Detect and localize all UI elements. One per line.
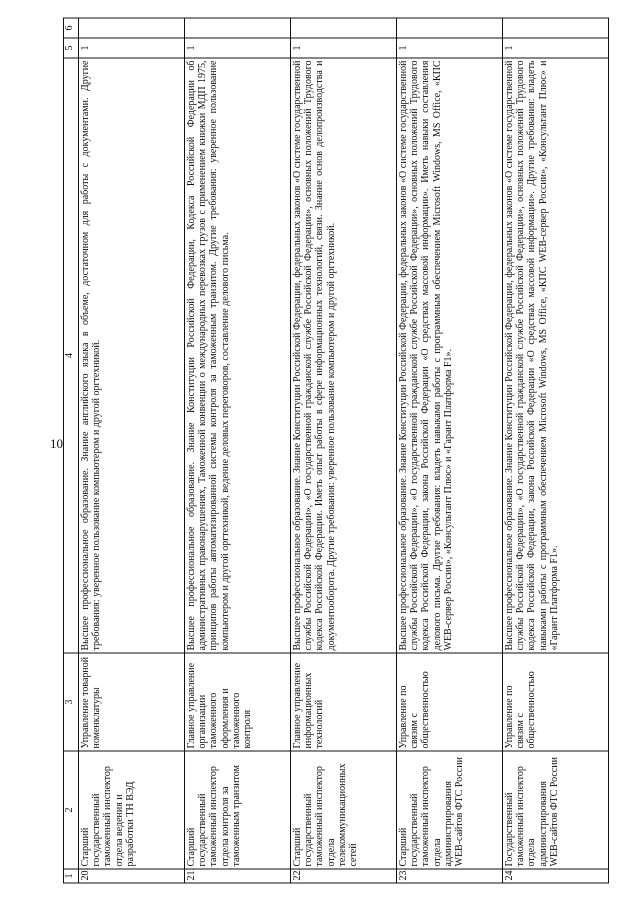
table-row (397, 18, 503, 883)
count-cell: 1 (79, 38, 185, 58)
requirements-cell: Высшее профессиональное образование. Знание Конституции Российской Федерации, Кодекса Российской Федерации об административных правонарушениях, Таможенной конвенции о международных перевозках грузов с применением книжки МДП 1975, принципов работы автоматизированной системы контроля за таможенным транзитом. Другие требования: уверенное пользование компьютером и другой оргтехникой, ведение деловых переговоров, составление делового письма. (185, 58, 291, 653)
header-col-5: 5 (64, 38, 79, 58)
col6-cell (291, 18, 397, 38)
page-number: 10 (50, 436, 63, 451)
col6-cell (503, 18, 609, 38)
requirements-cell: Высшее профессиональное образование. Знание английского языка в объеме, достаточном для работы с документами. Другие требования: уверенное пользование компьютером и другой оргтехникой. (79, 58, 185, 653)
vacancy-table (63, 18, 609, 884)
position-cell: Старший государственный таможенный инспектор отдела контроля за таможенным транзитом (185, 751, 291, 869)
table-row (291, 18, 397, 883)
department-cell: Управление товарной номенклатуры (79, 653, 185, 751)
row-number: 23. (397, 869, 503, 883)
col6-cell (397, 18, 503, 38)
header-col-3: 3 (64, 653, 79, 751)
count-cell: 1 (397, 38, 503, 58)
department-cell: Главное управление информационных технологий (291, 653, 397, 751)
position-cell: Старший государственный таможенный инспектор отдела телекоммуникационных сетей (291, 751, 397, 869)
row-number: 20. (79, 869, 185, 883)
table-row (79, 18, 185, 883)
requirements-cell: Высшее профессиональное образование. Знание Конституции Российской Федерации, федеральных законов «О системе государственной службы Российской Федерации», «О государственной гражданской службе Российской Федерации», основных положений Трудового кодекса Российской Федерации, закона Российской Федерации «О средствах массовой информации». Иметь навыки составления делового письма. Другие требования: владеть навыками работы с программным обеспечением Microsoft Windows, MS Office, «КПС WEB-сервер России», «Консультант Плюс» и «Гарант Платформа F1». (397, 58, 503, 653)
requirements-cell: Высшее профессиональное образование. Знание Конституции Российской Федерации, федеральных законов «О системе государственной службы Российской Федерации», «О государственной гражданской службе Российской Федерации», основных положений Трудового кодекса Российской Федерации. Иметь опыт работы в сфере информационных технологий, связи. Знание основ делопроизводства и документооборота. Другие требования: уверенное пользование компьютером и другой оргтехникой. (291, 58, 397, 653)
department-cell: Главное управление организации таможенного оформления и таможенного контроля (185, 653, 291, 751)
header-col-4: 4 (64, 58, 79, 653)
position-cell: Государственный таможенный инспектор отдела администрирования WEB-сайтов ФТС России (503, 751, 609, 869)
count-cell: 1 (185, 38, 291, 58)
department-cell: Управление по связям с общественностью (503, 653, 609, 751)
count-cell: 1 (503, 38, 609, 58)
col6-cell (79, 18, 185, 38)
row-number: 22. (291, 869, 397, 883)
header-row (64, 18, 79, 883)
position-cell: Старший государственный таможенный инспектор отдела администрирования WEB-сайтов ФТС России (397, 751, 503, 869)
rotated-table-container (63, 19, 613, 884)
row-number: 24. (503, 869, 609, 883)
requirements-cell: Высшее профессиональное образование. Знание Конституции Российской Федерации, федеральных законов «О системе государственной службы Российской Федерации», «О государственной гражданской службе Российской Федерации», основных положений Трудового кодекса Российской Федерации, закона Российской Федерации «О средствах массовой информации». Другие требования: владеть навыками работы с программным обеспечением Microsoft Windows, MS Office, «КПС WEB-сервер России», «Консультант Плюс» и «Гарант Платформа F1». (503, 58, 609, 653)
col6-cell (185, 18, 291, 38)
table-row (185, 18, 291, 883)
table-row (503, 18, 609, 883)
department-cell: Управление по связям с общественностью (397, 653, 503, 751)
header-col-1: 1 (64, 869, 79, 883)
header-col-2: 2 (64, 751, 79, 869)
position-cell: Старший государственный таможенный инспектор отдела ведения и разработки ТН ВЭД (79, 751, 185, 869)
row-number: 21. (185, 869, 291, 883)
header-col-6: 6 (64, 18, 79, 38)
count-cell: 1 (291, 38, 397, 58)
